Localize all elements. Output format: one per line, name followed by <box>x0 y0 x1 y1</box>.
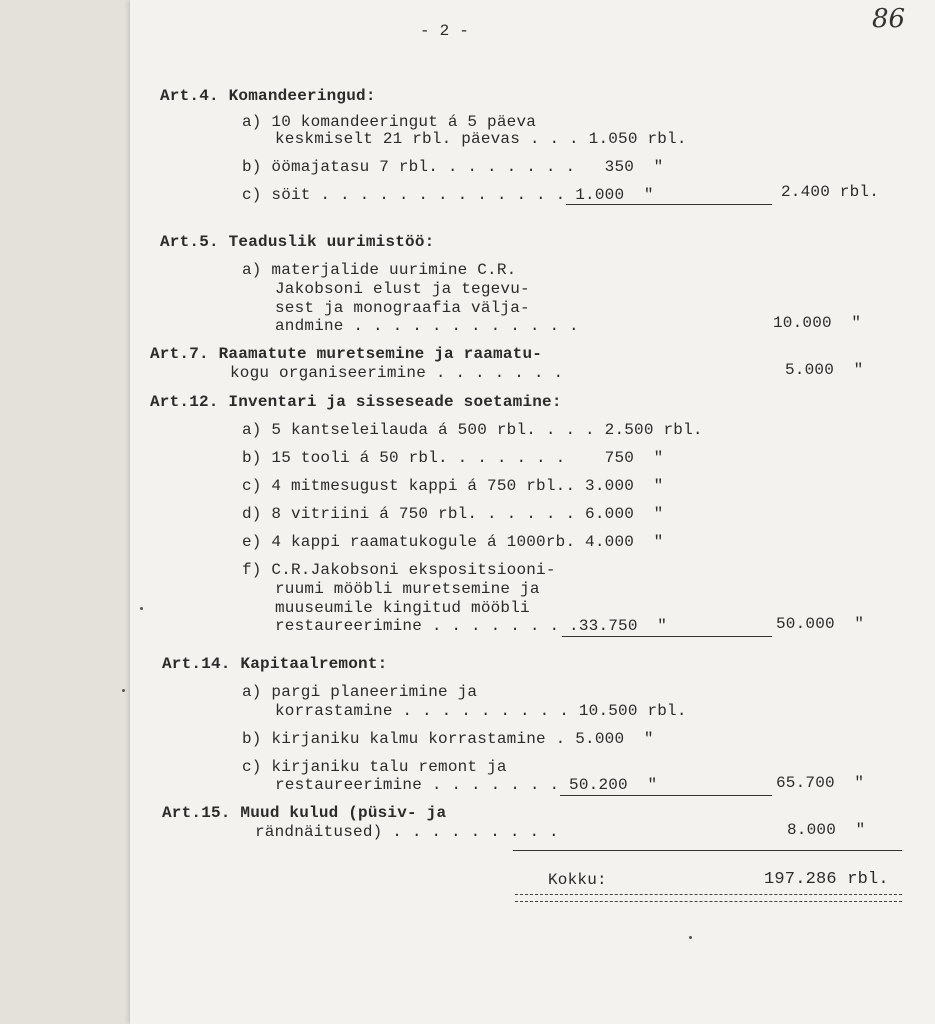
art4-subtotal-rule <box>566 204 772 205</box>
art12-heading: Art.12. Inventari ja sisseseade soetamine: <box>150 393 562 411</box>
art7-line2: kogu organiseerimine . . . . . . . <box>230 364 564 382</box>
grand-total-value: 197.286 rbl. <box>764 870 889 889</box>
art14-item-b: b) kirjaniku kalmu korrastamine . 5.000 " <box>242 730 654 748</box>
art4-item-c: c) söit . . . . . . . . . . . . . 1.000 " <box>242 186 654 204</box>
art12-subtotal-rule <box>562 636 772 637</box>
art14-heading: Art.14. Kapitaalremont: <box>162 655 388 673</box>
art12-item-a: a) 5 kantseleilauda á 500 rbl. . . . 2.500 rbl. <box>242 421 703 439</box>
art5-item-a-line1: a) materjalide uurimine C.R. <box>242 261 517 279</box>
art14-item-a-line1: a) pargi planeerimine ja <box>242 683 478 701</box>
grand-total-rule <box>513 850 902 851</box>
art7-heading: Art.7. Raamatute muretsemine ja raamatu- <box>150 345 543 363</box>
art5-heading: Art.5. Teaduslik uurimistöö: <box>160 233 435 251</box>
art14-item-c-line2: restaureerimine . . . . . . . 50.200 " <box>275 776 658 794</box>
left-page-margin <box>0 0 130 1024</box>
art12-item-b: b) 15 tooli á 50 rbl. . . . . . . 750 " <box>242 449 664 467</box>
art12-item-f-line2: ruumi mööbli muretsemine ja <box>275 580 540 598</box>
paper-speck <box>140 607 143 610</box>
handwritten-page-number: 86 <box>872 4 906 34</box>
page-number: - 2 - <box>420 22 470 40</box>
grand-total-double-underline <box>515 894 902 902</box>
art14-subtotal-rule <box>560 795 772 796</box>
art15-total: 8.000 " <box>787 821 866 839</box>
art12-total: 50.000 " <box>776 615 865 633</box>
art7-total: 5.000 " <box>785 361 864 379</box>
art4-item-a-line2: keskmiselt 21 rbl. päevas . . . 1.050 rbl. <box>275 130 687 148</box>
art12-item-d: d) 8 vitriini á 750 rbl. . . . . . 6.000 " <box>242 505 664 523</box>
art12-item-f-line3: muuseumile kingitud mööbli <box>275 599 530 617</box>
paper-speck <box>689 936 692 939</box>
art14-item-c-line1: c) kirjaniku talu remont ja <box>242 758 507 776</box>
grand-total-label: Kokku: <box>548 871 607 889</box>
art5-item-a-line2: Jakobsoni elust ja tegevu- <box>275 280 530 298</box>
art15-line2: rändnäitused) . . . . . . . . . <box>255 823 559 841</box>
art4-item-a-line1: a) 10 komandeeringut á 5 päeva <box>242 113 537 131</box>
art12-item-f-line4: restaureerimine . . . . . . . .33.750 " <box>275 617 668 635</box>
art4-total: 2.400 rbl. <box>781 183 880 201</box>
art12-item-f-line1: f) C.R.Jakobsoni ekspositsiooni- <box>242 561 556 579</box>
art4-item-b: b) öömajatasu 7 rbl. . . . . . . . 350 " <box>242 158 664 176</box>
paper-speck <box>122 689 125 692</box>
art5-item-a-line3: sest ja monograafia välja- <box>275 299 530 317</box>
art12-item-c: c) 4 mitmesugust kappi á 750 rbl.. 3.000 " <box>242 477 664 495</box>
art14-item-a-line2: korrastamine . . . . . . . . . 10.500 rbl. <box>275 702 687 720</box>
art12-item-e: e) 4 kappi raamatukogule á 1000rb. 4.000 " <box>242 533 664 551</box>
art5-item-a-line4: andmine . . . . . . . . . . . . <box>275 317 579 335</box>
art14-total: 65.700 " <box>776 774 865 792</box>
art4-heading: Art.4. Komandeeringud: <box>160 87 376 105</box>
art15-heading: Art.15. Muud kulud (püsiv- ja <box>162 804 447 822</box>
art5-total: 10.000 " <box>773 314 862 332</box>
